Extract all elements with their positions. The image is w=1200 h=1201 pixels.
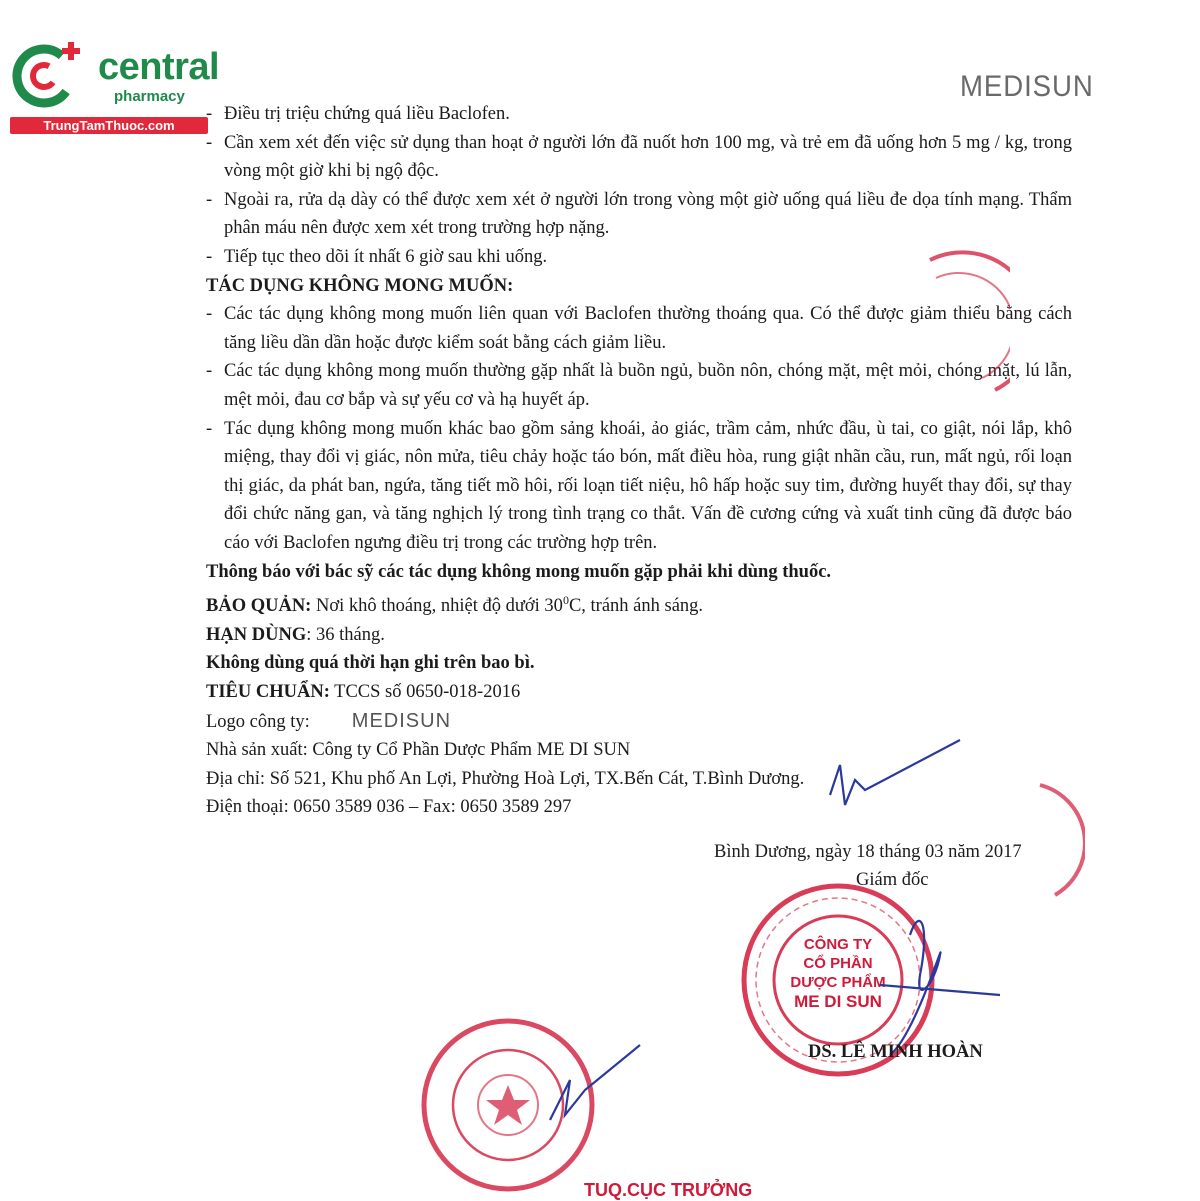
company-logo-row — [206, 707, 1072, 737]
side-effect-item: - Các tác dụng không mong muốn liên quan với Baclofen thường thoáng qua. Có thể được giảm thiểu bằng cách tăng liều dần dần hoặc được kiểm soát bằng cách giảm liều. — [206, 300, 1072, 357]
partial-stamp-right-icon — [1035, 780, 1085, 900]
storage — [206, 586, 1072, 621]
brand-url: TrungTamThuoc.com — [10, 117, 208, 134]
side-effects-heading: TÁC DỤNG KHÔNG MONG MUỐN: — [206, 275, 514, 296]
signer-name: DS. LÊ MINH HOÀN — [808, 1042, 983, 1062]
standard — [206, 678, 1072, 707]
stamp-line3: DƯỢC PHẨM — [790, 974, 886, 991]
overdose-item: - Cần xem xét đến việc sử dụng than hoạt ở người lớn đã nuốt hơn 100 mg, và trẻ em đã uống hơn 5 mg / kg, trong vòng một giờ khi bị ngộ độc. — [206, 129, 1072, 186]
overdose-item: - Điều trị triệu chứng quá liều Baclofen. — [206, 100, 1072, 129]
shelf-life-label: HẠN DÙNG — [206, 624, 307, 645]
ministry-signature-icon — [540, 1040, 650, 1130]
address: Địa chỉ: Số 521, Khu phố An Lợi, Phường Hoà Lợi, TX.Bến Cát, T.Bình Dương. — [206, 768, 805, 789]
storage-text-after: C, tránh ánh sáng. — [568, 596, 704, 617]
storage-text: Nơi khô thoáng, nhiệt độ dưới 30 — [311, 596, 563, 617]
central-pharmacy-watermark — [10, 38, 220, 138]
side-effect-item: - Tác dụng không mong muốn khác bao gồm sảng khoái, ảo giác, trầm cảm, nhức đầu, ù tai, co giật, nói lắp, khô miệng, thay đổi vị giác, nôn mửa, tiêu chảy hoặc táo bón, mất điều hòa, rung giật nhãn cầu, run, mất ngủ, rối loạn thị giác, da phát ban, ngứa, tăng tiết mồ hôi, rối loạn tiết niệu, hô hấp hoặc suy tim, đường huyết thay đổi, sự thay đổi chức năng gan, và tăng nghịch lý trong tình trạng co thắt. Vấn đề cương cứng và xuất tinh cũng đã được báo cáo với Baclofen ngưng điều trị trong các trường hợp trên. — [206, 415, 1072, 558]
overdose-item: - Ngoài ra, rửa dạ dày có thể được xem xét ở người lớn trong vòng một giờ uống quá liều đe dọa tính mạng. Thẩm phân máu nên được xem xét trong trường hợp nặng. — [206, 186, 1072, 243]
director-title: Giám đốc — [856, 870, 929, 890]
overdose-item: - Tiếp tục theo dõi ít nhất 6 giờ sau khi uống. — [206, 243, 1072, 272]
stamp-line1: CÔNG TY — [803, 936, 873, 953]
shelf-life-text: : 36 tháng. — [306, 624, 385, 645]
director-signature-icon — [820, 735, 1040, 1065]
bottom-title: TUQ.CỤC TRƯỞNG — [584, 1180, 753, 1200]
document-body — [206, 100, 1072, 822]
standard-label: TIÊU CHUẨN: — [206, 682, 330, 703]
place-date: Bình Dương, ngày 18 tháng 03 năm 2017 — [714, 842, 1022, 862]
storage-label: BẢO QUẢN: — [206, 596, 312, 617]
brand-word: central — [98, 46, 220, 88]
side-effect-item: - Các tác dụng không mong muốn thường gặp nhất là buồn ngủ, buồn nôn, chóng mặt, mệt mỏi, chóng mặt, lú lẫn, mệt mỏi, đau cơ bắp và sự yếu cơ và hạ huyết áp. — [206, 357, 1072, 414]
pharmacy-logo-icon — [10, 38, 96, 116]
storage-sup: 0 — [562, 593, 569, 608]
expiry-warning: Không dùng quá thời hạn ghi trên bao bì. — [206, 653, 535, 674]
partial-stamp-top-icon — [920, 250, 1010, 400]
standard-text: TCCS số 0650-018-2016 — [329, 682, 521, 703]
company-logo-label: Logo công ty: — [206, 711, 310, 732]
notice: Thông báo với bác sỹ các tác dụng không mong muốn gặp phải khi dùng thuốc. — [206, 561, 832, 582]
company-logo: MEDISUN — [351, 709, 452, 732]
manufacturer: Nhà sản xuất: Công ty Cổ Phần Dược Phẩm ME DI SUN — [206, 740, 631, 761]
stamp-line4: ME DI SUN — [794, 992, 882, 1011]
header-brand-logo: MEDISUN — [960, 70, 1094, 103]
stamp-line2: CỔ PHẦN — [803, 955, 873, 972]
brand-sub: pharmacy — [114, 88, 185, 105]
shelf-life — [206, 621, 1072, 650]
phone: Điện thoại: 0650 3589 036 – Fax: 0650 3589 297 — [206, 797, 572, 818]
